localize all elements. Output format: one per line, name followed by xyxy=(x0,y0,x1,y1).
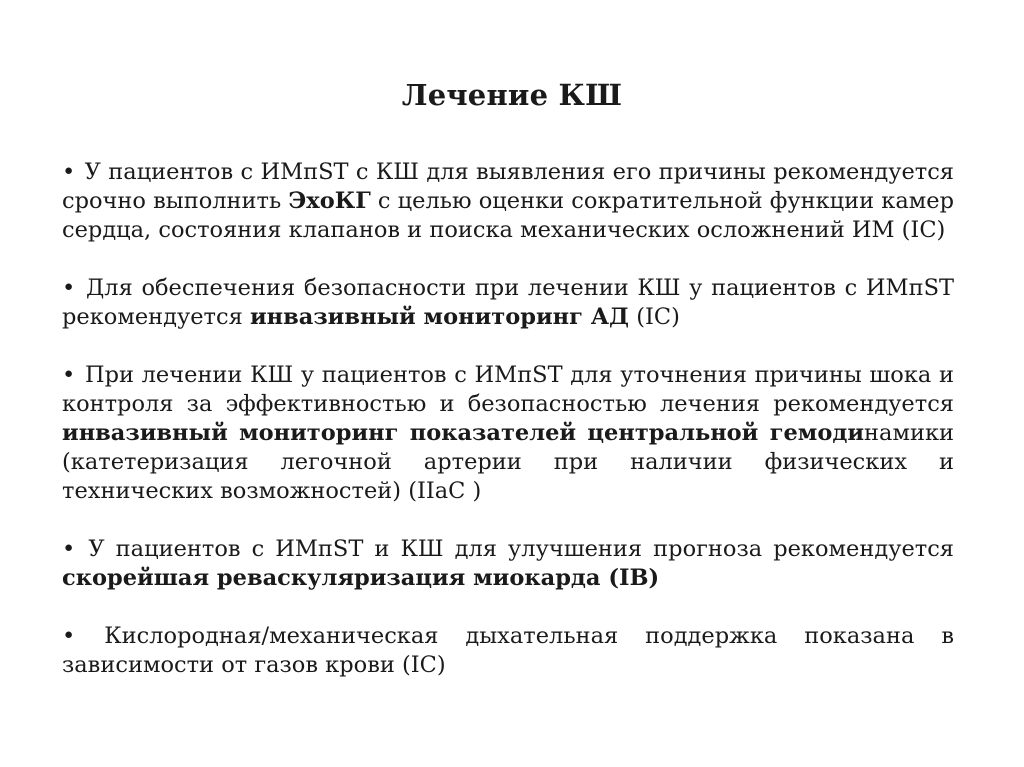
bullet-marker: • xyxy=(62,623,76,649)
slide-title: Лечение КШ xyxy=(401,78,623,112)
bullet-item xyxy=(62,158,954,245)
bullet-marker: • xyxy=(62,159,76,185)
bullet-text: У пациентов с ИМпST и КШ для улучшения прогноза рекомендуется xyxy=(88,536,955,562)
bullet-emphasis: инвазивный мониторинг АД xyxy=(249,304,630,330)
bullet-emphasis: инвазивный мониторинг показателей центральной гемоди xyxy=(62,420,865,446)
bullet-emphasis: скорейшая реваскуляризация миокарда (IB) xyxy=(62,565,660,591)
bullet-item xyxy=(62,622,954,680)
bullet-text: У пациентов с ИМпST с КШ для выявления его причины рекомендуется срочно выполнить xyxy=(62,159,954,214)
bullet-marker: • xyxy=(62,362,76,388)
bullet-item xyxy=(62,535,954,593)
bullet-item xyxy=(62,274,954,332)
bullet-text: При лечении КШ у пациентов с ИМпST для уточнения причины шока и контроля за эффективностью и безопасностью лечения рекомендуется xyxy=(62,362,954,417)
bullet-item xyxy=(62,361,954,506)
bullet-marker: • xyxy=(62,536,76,562)
bullet-list xyxy=(62,158,954,709)
bullet-text: (IC) xyxy=(629,304,680,330)
bullet-emphasis: ЭхоКГ xyxy=(288,188,371,214)
bullet-text: намики (катетеризация легочной артерии при наличии физических и технических возможностей) (IIaC ) xyxy=(62,420,954,504)
bullet-text: Для обеспечения безопасности при лечении КШ у пациентов с ИМпST рекомендуется xyxy=(62,275,955,330)
bullet-text: с целью оценки сократительной функции камер сердца, состояния клапанов и поиска механических осложнений ИМ (IC) xyxy=(62,188,955,243)
bullet-marker: • xyxy=(62,275,76,301)
bullet-text: Кислородная/механическая дыхательная поддержка показана в зависимости от газов крови (IC) xyxy=(62,623,955,678)
